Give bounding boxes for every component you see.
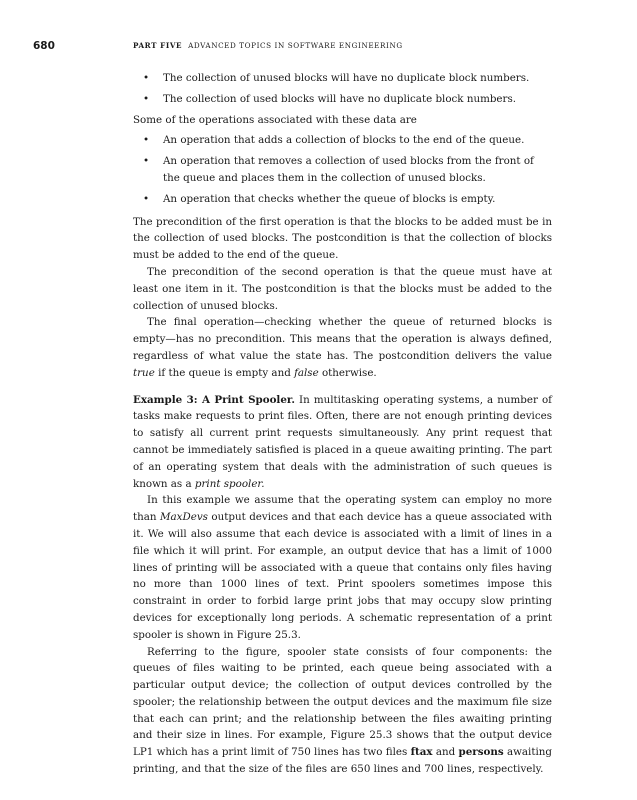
part-heading	[133, 41, 403, 50]
page-number: 680	[33, 40, 55, 52]
paragraph: The final operation—checking whether the queue of returned blocks is empty—has no precondition. This means that the operation is always defined, regardless of what value the state has. The postcondition delivers the value true if the queue is empty and false otherwise.	[133, 316, 552, 379]
paragraph: Referring to the figure, spooler state consists of four components: the queues of files waiting to be printed, each queue being associated with a particular output device; the collection of output devices controlled by the spooler; the relationship between the output devices and the maximum file size that each can print; and the relationship between the files awaiting printing and their size in lines. For example, Figure 25.3 shows that the output device LP1 which has a print limit of 750 lines has two files ftax and persons awaiting printing, and that the size of the files are 650 lines and 700 lines, respectively.	[133, 645, 552, 776]
list-item: • The collection of unused blocks will have no duplicate block numbers.	[133, 70, 552, 87]
list-item: • An operation that adds a collection of blocks to the end of the queue.	[133, 132, 552, 149]
part-title: ADVANCED TOPICS IN SOFTWARE ENGINEERING	[188, 41, 403, 50]
list-item: • The collection of used blocks will have no duplicate block numbers.	[133, 91, 552, 108]
paragraph: The precondition of the second operation is that the queue must have at least one item in it. The postcondition is that the blocks must be added to the collection of unused blocks.	[133, 265, 552, 312]
list-item: • An operation that removes a collection of used blocks from the front of the queue and places them in the collection of unused blocks.	[133, 153, 552, 187]
list-item: • An operation that checks whether the queue of blocks is empty.	[133, 191, 552, 208]
running-header	[33, 40, 593, 56]
paragraph: The precondition of the first operation is that the blocks to be added must be in the collection of used blocks. The postcondition is that the collection of blocks must be added to the end of the queue.	[133, 215, 552, 262]
part-label: PART FIVE	[133, 41, 183, 50]
operations-list	[133, 132, 552, 207]
operations-intro: Some of the operations associated with these data are	[133, 113, 417, 126]
invariant-list	[133, 70, 552, 108]
example-title: Example 3: A Print Spooler.	[133, 393, 295, 406]
example-paragraph: Example 3: A Print Spooler. In multitasking operating systems, a number of tasks make requests to print files. Often, there are not enough printing devices to satisfy all current print requests simultaneously. Any print request that cannot be immediately satisfied is placed in a queue awaiting printing. The part of an operating system that deals with the administration of such queues is known as a print spooler.	[133, 393, 552, 490]
page-body	[133, 70, 552, 778]
paragraph: In this example we assume that the operating system can employ no more than MaxDevs output devices and that each device has a queue associated with it. We will also assume that each device is associated with a limit of lines in a file which it will print. For example, an output device that has a limit of 1000 lines of printing will be associated with a queue that contains only files having no more than 1000 lines of text. Print spoolers sometimes impose this constraint in order to forbid large print jobs that may occupy slow printing devices for exceptionally long periods. A schematic representation of a print spooler is shown in Figure 25.3.	[133, 494, 552, 641]
